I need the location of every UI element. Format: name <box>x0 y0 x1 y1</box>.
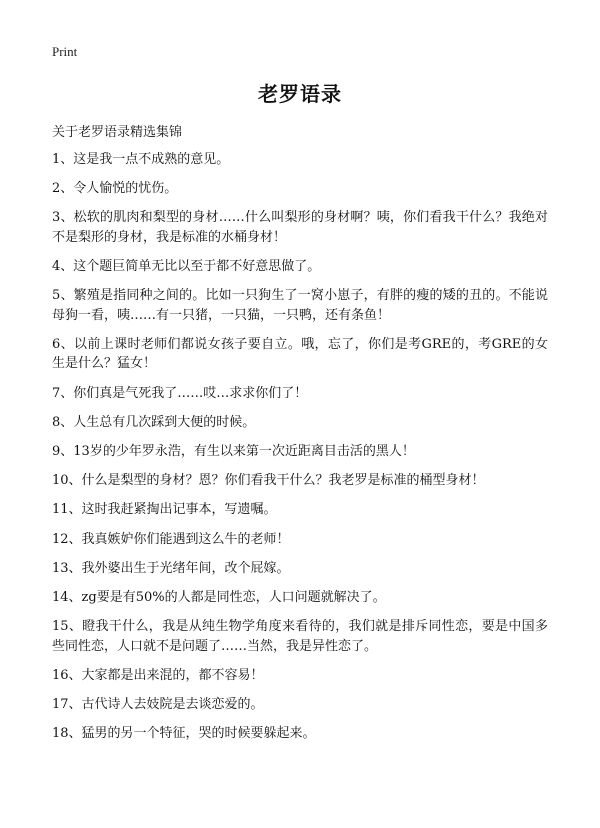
quote-item: 8、人生总有几次踩到大便的时候。 <box>52 414 256 430</box>
quote-item: 7、你们真是气死我了……哎…求求你们了！ <box>52 385 308 401</box>
page-title: 老罗语录 <box>258 82 342 106</box>
quote-item: 16、大家都是出来混的，都不容易！ <box>52 667 264 683</box>
quote-item: 17、古代诗人去妓院是去谈恋爱的。 <box>52 697 264 712</box>
quote-item: 1、这是我一点不成熟的意见。 <box>52 152 230 167</box>
quote-item: 2、令人愉悦的忧伤。 <box>52 181 178 197</box>
quote-item: 5、繁殖是指同种之间的。比如一只狗生了一窝小崽子，有胖的瘦的矮的丑的。不能说母狗一看，咦……有一只猪，一只猫，一只鸭，还有条鱼！ <box>52 288 548 323</box>
quote-item: 13、我外婆出生于光绪年间，改个屁嫁。 <box>52 560 290 576</box>
quote-item: 12、我真嫉妒你们能遇到这么牛的老师！ <box>52 531 290 547</box>
intro-text: 关于老罗语录精选集锦 <box>52 125 183 140</box>
quote-item: 18、猛男的另一个特征，哭的时候要躲起来。 <box>52 726 316 742</box>
quote-item: 11、这时我赶紧掏出记事本，写遗嘱。 <box>52 502 277 518</box>
quote-item: 10、什么是梨型的身材？恩？你们看我干什么？我老罗是标准的桶型身材！ <box>52 473 485 489</box>
quote-item: 15、瞪我干什么，我是从纯生物学角度来看待的，我们就是排斥同性恋，要是中国多些同性恋，人口就不是问题了……当然，我是异性恋了。 <box>52 619 548 654</box>
quote-item: 9、13岁的少年罗永浩，有生以来第一次近距离目击活的黑人！ <box>52 444 415 459</box>
print-link[interactable]: Print <box>52 44 78 59</box>
quote-item: 4、这个题巨简单无比以至于都不好意思做了。 <box>52 259 321 275</box>
quote-list <box>52 150 548 753</box>
quote-item: 14、zg要是有50%的人都是同性恋，人口问题就解决了。 <box>52 589 386 605</box>
quote-item: 6、以前上课时老师们都说女孩子要自立。哦，忘了，你们是考GRE的，考GRE的女生是什么？猛女！ <box>52 336 548 372</box>
quote-item: 3、松软的肌肉和梨型的身材……什么叫梨形的身材啊？咦，你们看我干什么？我绝对不是梨形的身材，我是标准的水桶身材！ <box>52 210 548 245</box>
